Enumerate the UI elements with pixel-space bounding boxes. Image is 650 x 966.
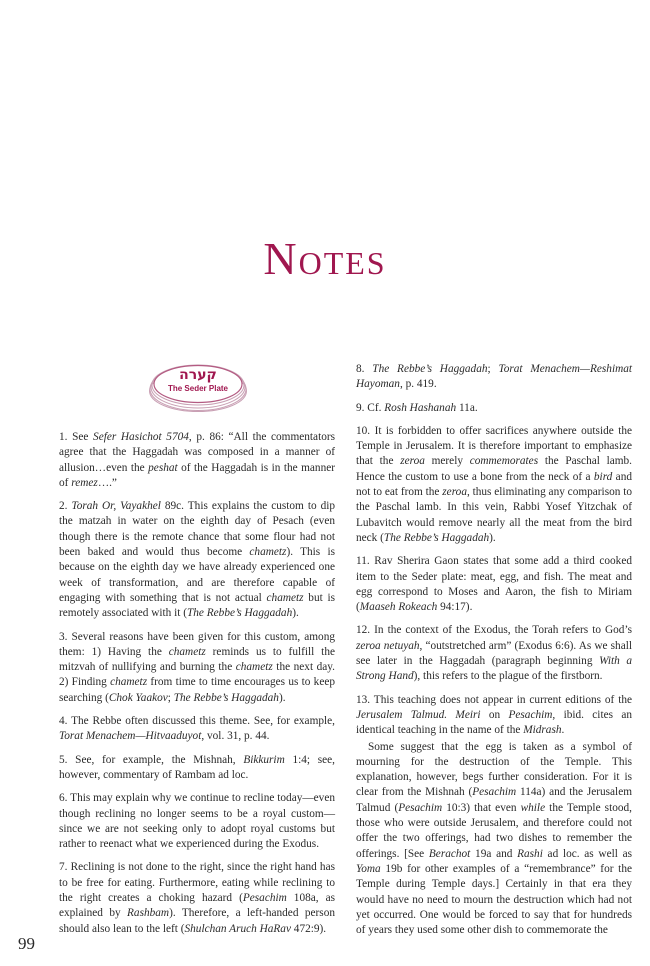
note-text-run: 13. This teaching does not appear in current editions of the: [356, 693, 632, 706]
note-italic-run: Pesachim,: [508, 708, 556, 721]
note-text-run: ….”: [97, 476, 117, 489]
note-text-run: 11a.: [456, 401, 478, 414]
note-text-run: , p. 419.: [399, 378, 437, 391]
note-italic-run: chametz: [168, 645, 206, 658]
note-italic-run: zeroa: [442, 486, 467, 499]
note-text-run: 10:3) that even: [442, 801, 521, 814]
note-italic-run: Rosh Hashanah: [384, 401, 457, 414]
note-text-run: from time to time encourages us to keep searching (: [59, 676, 335, 704]
note-text-run: 19a and: [470, 847, 518, 860]
note-text-run: ), this refers to the plague of the firstborn.: [413, 670, 603, 683]
note-text-run: of the Haggadah is in the manner of: [59, 461, 335, 489]
note-text-run: 9. Cf.: [356, 401, 385, 414]
note-text-run: merely: [424, 455, 470, 468]
note-italic-run: Jerusalem Talmud. Meiri: [356, 708, 481, 721]
note-italic-run: chametz: [110, 676, 148, 689]
note-text-run: 11. Rav Sherira Gaon states that some add a third cooked item to the Seder plate: meat, egg, and fish. The meat and egg correspond to Moses and Aaron, the fish to Miriam (: [356, 555, 632, 614]
note-text-run: the next day. 2) Finding: [59, 661, 335, 689]
note-text-run: 2.: [59, 500, 72, 513]
note-italic-run: Sefer Hasichot 5704: [93, 431, 189, 443]
note-italic-run: Bikkurim: [243, 753, 285, 766]
note-text-run: 12. In the context of the Exodus, the Torah refers to God’s: [356, 624, 632, 637]
note-italic-run: chametz: [235, 661, 273, 674]
note-text-run: 94:17).: [437, 601, 473, 614]
note-italic-run: zeroa: [400, 455, 425, 468]
note-paragraph: [59, 860, 335, 936]
note-text-run: ;: [487, 363, 499, 375]
note-paragraph: [59, 430, 335, 491]
note-paragraph: [59, 630, 335, 706]
note-italic-run: Pesachim: [242, 892, 287, 905]
note-text-run: ).: [292, 607, 299, 620]
note-paragraph: [59, 499, 335, 621]
note-italic-run: Rashbam: [127, 907, 170, 920]
note-italic-run: remez: [71, 476, 98, 489]
note-text-run: 5. See, for example, the Mishnah,: [59, 753, 244, 766]
note-italic-run: Rashi: [517, 847, 543, 860]
note-italic-run: chametz: [249, 546, 287, 559]
note-text-run: 7. Reclining is not done to the right, since the right hand has to be free for eating. Furthermore, eating while reclining to the right creates a choking hazard (: [59, 861, 335, 905]
note-paragraph: [356, 362, 632, 393]
note-text-run: 1:4; see, however, commentary of Rambam ad loc.: [59, 753, 335, 781]
note-text-run: , “outstretched arm” (Exodus 6:6). As we shall see later in the Haggadah (paragraph beginning: [356, 639, 632, 668]
note-paragraph: [356, 554, 632, 615]
note-text-run: ). Therefore, a left-handed person should also lean to the left (: [59, 907, 335, 935]
note-paragraph: [356, 401, 632, 416]
note-italic-run: Yoma: [356, 862, 381, 875]
note-italic-run: The Rebbe’s Haggadah: [383, 531, 490, 544]
note-text-run: ).: [278, 691, 286, 704]
note-paragraph: [59, 791, 335, 852]
note-text-run: 10. It is forbidden to offer sacrifices anywhere outside the Temple in Jerusalem. It is therefore important to emphasize that the: [356, 424, 632, 468]
note-text-run: ibid. cites an identical teaching in the name of the: [356, 708, 632, 737]
note-text-run: 3. Several reasons have been given for this custom, among them: 1) Having the: [59, 630, 335, 658]
note-italic-run: zeroa netuyah: [356, 639, 420, 652]
note-italic-run: Chok Yaakov: [108, 691, 168, 704]
note-italic-run: peshat: [148, 461, 178, 474]
note-italic-run: Berachot: [428, 847, 471, 860]
note-italic-run: The Rebbe’s Haggadah: [187, 607, 293, 620]
note-italic-run: Midrash: [523, 724, 562, 737]
note-text-run: ).: [489, 531, 496, 544]
note-text-run: 4. The Rebbe often discussed this theme. See, for example,: [59, 715, 335, 728]
note-text-run: , thus eliminating any comparison to the Paschal lamb. In this vein, Rabbi Yosef Yitzchak of Lubavitch would remove nearly all the meat from the bird neck (: [356, 486, 633, 544]
note-italic-run: Pesachim: [472, 786, 517, 799]
note-text-run: 89c. This explains the custom to dip the matzah in water on the eighth day of Pesach (even though there is the remote chance that some flour had not been baked and would thus become: [59, 500, 336, 559]
note-paragraph: [356, 424, 632, 546]
note-text-run: on: [480, 708, 509, 721]
note-paragraph: [59, 714, 335, 745]
note-italic-run: while: [520, 801, 546, 814]
note-italic-run: bird: [593, 470, 613, 483]
note-paragraph: [356, 740, 632, 939]
note-text-run: .: [561, 724, 565, 737]
note-text-run: the Paschal lamb. Hence the custom to use a bone from the neck of a: [356, 455, 633, 483]
notes-column-left: [59, 430, 335, 945]
note-text-run: 8.: [356, 363, 373, 375]
note-italic-run: chametz: [266, 591, 304, 604]
note-text-run: 472:9).: [290, 922, 327, 935]
note-text-run: 6. This may explain why we continue to recline today—even though reclining no longer seems to be a royal custom—since we are not seeking only to adopt royal customs but rather to reenact what we experienced during the Exodus.: [59, 792, 335, 851]
note-text-run: ;: [167, 691, 174, 704]
note-text-run: 1. See: [59, 431, 94, 443]
note-italic-run: With a Strong Hand: [356, 655, 633, 683]
note-text-run: ad loc. as well as: [542, 847, 632, 860]
note-text-run: 114a) and the Jerusalem Talmud (: [356, 786, 632, 814]
note-paragraph: [59, 753, 335, 784]
note-italic-run: The Rebbe’s Haggadah: [372, 363, 488, 375]
note-text-run: 19b for other examples of a “remembrance” for the Temple during Temple days.] Certainly in that era they would have no need to mourn the destruction which had not yet occurred. One would be forced to say that for hundreds of years they used some other dish to commemorate the: [356, 862, 632, 937]
notes-column-right: [356, 362, 632, 946]
note-text-run: the Temple stood, those who were outside Jerusalem, and therefore could not offer the two offerings, had two dishes to remember the offerings. [See: [356, 801, 632, 860]
note-paragraph: [356, 693, 632, 739]
plate-hebrew-label: קערה: [179, 367, 217, 383]
note-text-run: 108a, as explained by: [59, 892, 336, 920]
note-italic-run: The Rebbe’s Haggadah: [173, 691, 279, 704]
note-italic-run: Shulchan Aruch HaRav: [184, 922, 291, 935]
note-text-run: ). This is because on the eighth day we have already experienced one week of transformation, and are therefore capable of engaging with something that is not actual: [59, 546, 335, 604]
note-paragraph: [356, 623, 632, 684]
note-italic-run: Torat Menachem—Reshimat Hayoman: [356, 363, 633, 391]
note-italic-run: Maaseh Rokeach: [359, 601, 438, 614]
note-text-run: reminds us to fulfill the mitzvah of nullifying and burning the: [59, 645, 335, 674]
note-italic-run: Torah Or, Vayakhel: [71, 500, 161, 513]
seder-plate-badge: [148, 360, 248, 412]
plate-english-label: The Seder Plate: [167, 384, 229, 393]
note-italic-run: Pesachim: [398, 801, 443, 814]
note-text-run: , vol. 31, p. 44.: [201, 730, 270, 743]
note-italic-run: commemorates: [469, 455, 539, 468]
note-text-run: Some suggest that the egg is taken as a symbol of mourning for the destruction of the Temple. This explanation, however, begs further consideration. For it is clear from the Mishnah (: [356, 740, 632, 799]
page-number: 99: [18, 934, 35, 953]
note-text-run: but is remotely associated with it (: [59, 591, 335, 620]
note-text-run: , p. 86: “All the commentators agree that the Haggadah was composed in a manner of allusion…even the: [59, 431, 336, 474]
page-title: Notes: [263, 233, 387, 284]
note-text-run: and not to eat from the: [356, 470, 632, 499]
note-italic-run: Torat Menachem—Hitvaaduyot: [59, 730, 202, 743]
